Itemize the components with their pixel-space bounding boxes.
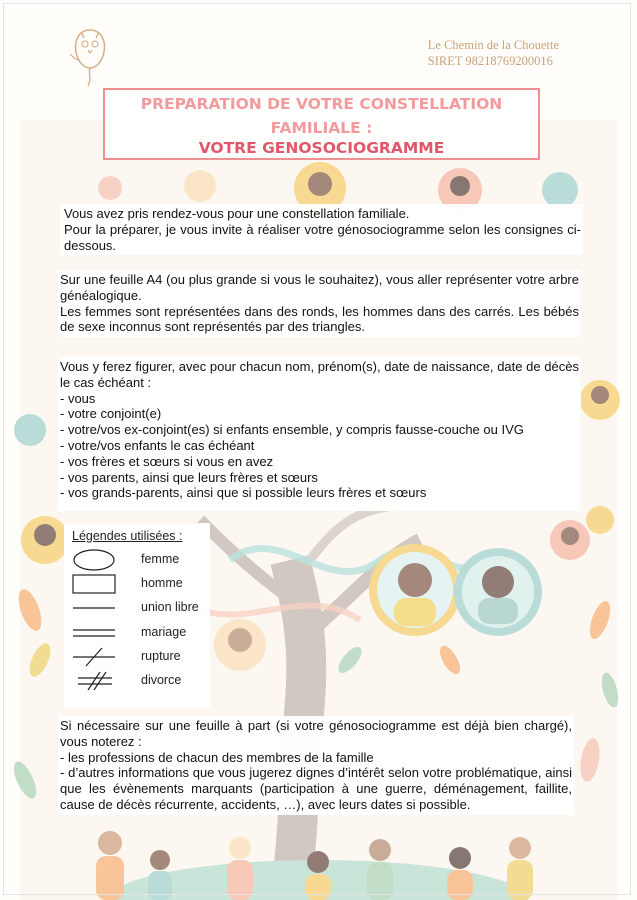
legend-item-divorce: [64, 670, 210, 692]
intro-line-1: Vous avez pris rendez-vous pour une constellation familiale.: [64, 206, 410, 221]
title-line-3: VOTRE GENOSOCIOGRAMME: [198, 139, 445, 157]
instructions-paragraph-1: Sur une feuille A4 (ou plus grande si vous le souhaitez), vous aller représenter votre arbre généalogique.: [60, 272, 579, 303]
intro-section: [60, 204, 583, 255]
double-slashed-line-icon: [70, 670, 118, 692]
list-item: - vos frères et sœurs si vous en avez: [60, 453, 274, 469]
notes-paragraph-1: Si nécessaire sur une feuille à part (si votre génosociogramme est déjà bien chargé), vous noterez :: [60, 718, 572, 749]
title-line-2: FAMILIALE :: [270, 119, 373, 137]
title-line-1: PREPARATION DE VOTRE CONSTELLATION: [140, 95, 503, 113]
legend-label: union libre: [141, 600, 199, 614]
list-item: - vos grands-parents, ainsi que si possible leurs frères et sœurs: [60, 485, 427, 501]
legend-label: femme: [141, 552, 180, 566]
figures-intro: Vous y ferez figurer, avec pour chacun nom, prénom(s), date de naissance, date de décès le cas échéant :: [60, 359, 579, 390]
legend-label: rupture: [141, 649, 181, 663]
figures-section: [58, 357, 581, 511]
title-box: [103, 88, 540, 160]
legend-item-union-libre: [64, 597, 210, 619]
legend-label: mariage: [141, 625, 187, 639]
legend-label: divorce: [141, 673, 182, 687]
legend-item-homme: [64, 573, 210, 595]
instructions-section: [58, 270, 581, 337]
owl-logo-icon: [66, 24, 114, 88]
list-item: - vous: [60, 390, 96, 406]
double-line-icon: [70, 622, 118, 644]
legend-label: homme: [141, 576, 183, 590]
ellipse-icon: [70, 549, 118, 571]
list-item: - votre conjoint(e): [60, 406, 162, 422]
list-item: - vos parents, ainsi que leurs frères et sœurs: [60, 469, 318, 485]
notes-section: [58, 716, 574, 815]
list-item: - votre/vos ex-conjoint(es) si enfants ensemble, y compris fausse-couche ou IVG: [60, 422, 524, 438]
instructions-paragraph-2: Les femmes sont représentées dans des ronds, les hommes dans des carrés. Les bébés de sexe inconnus sont représentés par des triangles.: [60, 303, 579, 335]
slashed-line-icon: [70, 646, 118, 668]
legend-item-mariage: [64, 622, 210, 644]
legend-item-rupture: [64, 646, 210, 668]
notes-item-2: - d’autres informations que vous jugerez dignes d’intérêt selon votre problématique, ainsi que les évènements marquants (participation à une guerre, déménagement, faillite, cause de décès récurrente, accidents, …), avec leurs dates si possible.: [60, 765, 572, 812]
notes-item-1: - les professions de chacun des membres de la famille: [60, 749, 374, 765]
company-name: Le Chemin de la Chouette: [427, 38, 559, 52]
legend-title: Légendes utilisées :: [72, 529, 183, 543]
single-line-icon: [70, 597, 118, 619]
legend-box: [64, 523, 210, 707]
company-info: [428, 37, 559, 69]
intro-line-2: Pour la préparer, je vous invite à réaliser votre génosociogramme selon les consignes ci-dessous.: [64, 221, 581, 253]
legend-item-femme: [64, 549, 210, 571]
list-item: - votre/vos enfants le cas échéant: [60, 437, 255, 453]
company-siret: SIRET 98218769200016: [427, 54, 553, 68]
rectangle-icon: [70, 573, 118, 595]
